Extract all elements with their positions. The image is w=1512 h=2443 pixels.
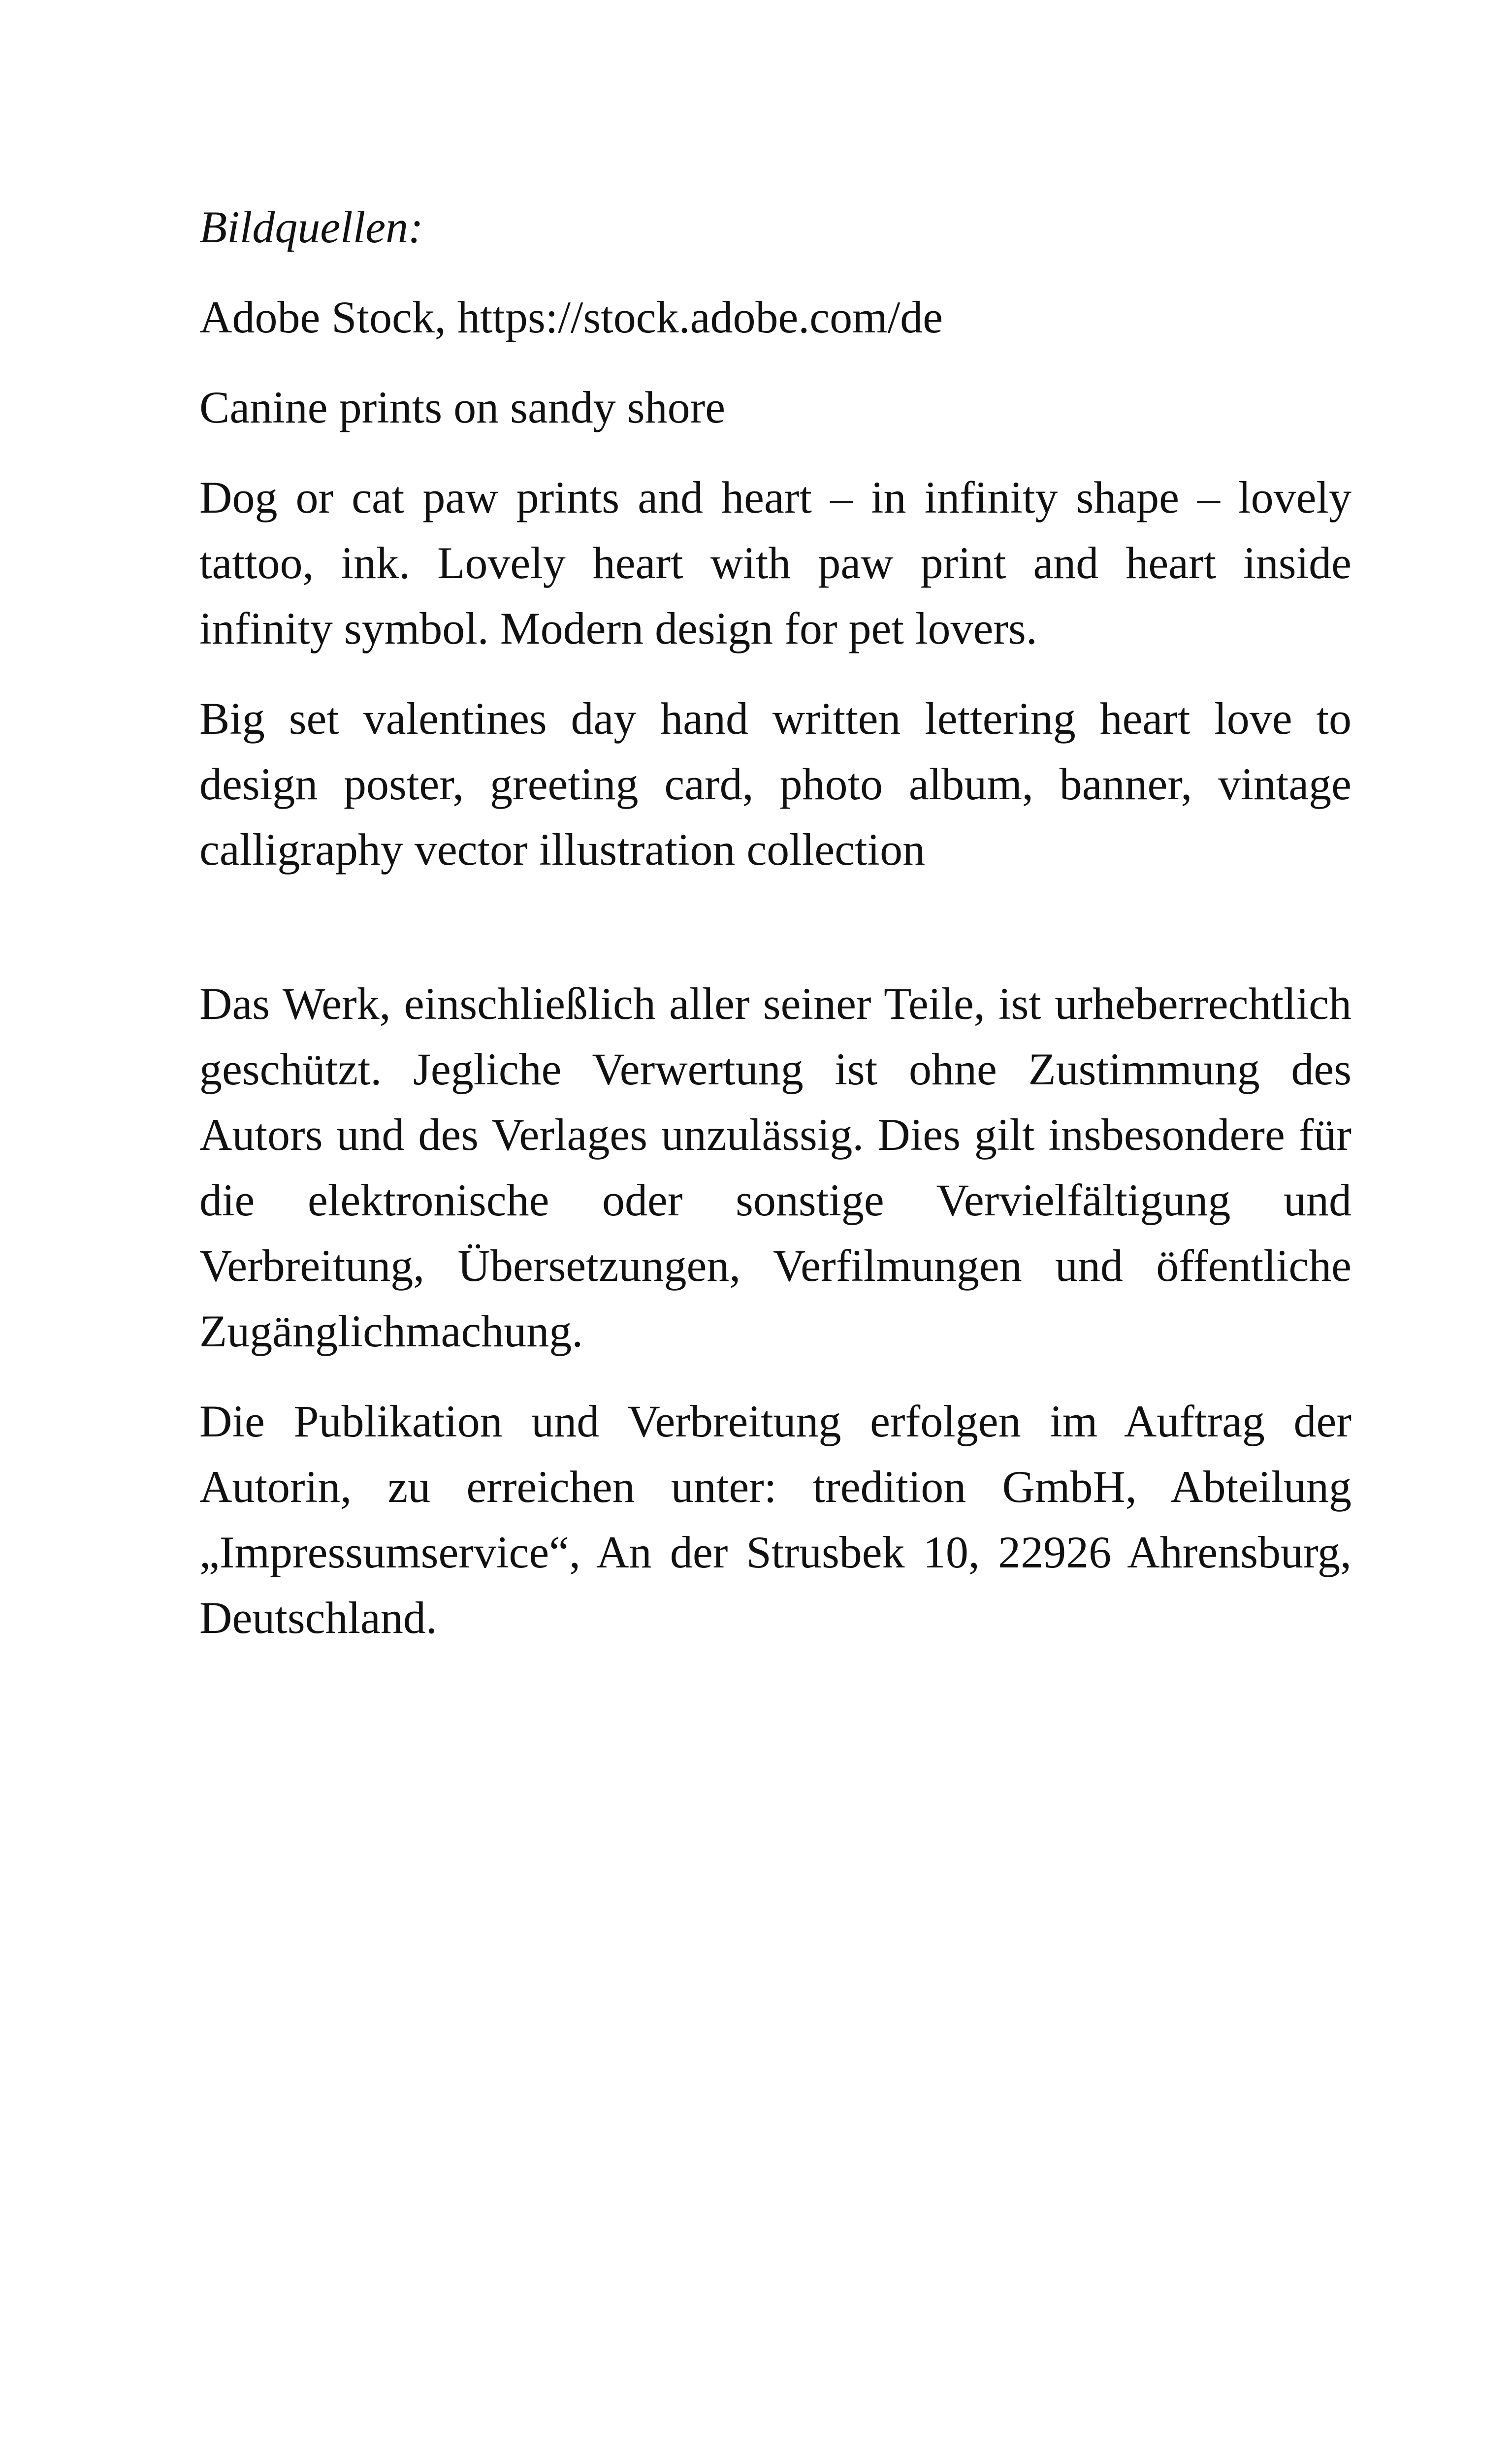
image-credits-heading: Bildquellen: xyxy=(199,202,423,252)
image-source-line: Adobe Stock, https://stock.adobe.com/de xyxy=(199,292,943,342)
image-credit-item: Canine prints on sandy shore xyxy=(199,382,726,432)
image-credit-item: Dog or cat paw prints and heart – in infinity shape – lovely tattoo, ink. Lovely heart with paw print and heart inside infinity symbol. Modern design for pet lovers. xyxy=(199,472,1351,653)
image-credit-item: Big set valentines day hand written lettering heart love to design poster, greeting card, photo album, banner, vintage calligraphy vector illustration collection xyxy=(199,693,1351,875)
imprint-page xyxy=(199,195,1351,1651)
copyright-notice: Das Werk, einschließlich aller seiner Teile, ist urheberrechtlich geschützt. Jegliche Verwertung ist ohne Zustimmung des Autors und des Verlages unzulässig. Dies gilt insbesondere für die elektronische oder sonstige Vervielfältigung und Verbreitung, Übersetzungen, Verfilmungen und öffentliche Zugänglichmachung. xyxy=(199,978,1351,1356)
publication-notice: Die Publikation und Verbreitung erfolgen im Auftrag der Autorin, zu erreichen unter: tredition GmbH, Abteilung „Impressumservice“, An der Strusbek 10, 22926 Ahrensburg, Deutschland. xyxy=(199,1396,1351,1643)
